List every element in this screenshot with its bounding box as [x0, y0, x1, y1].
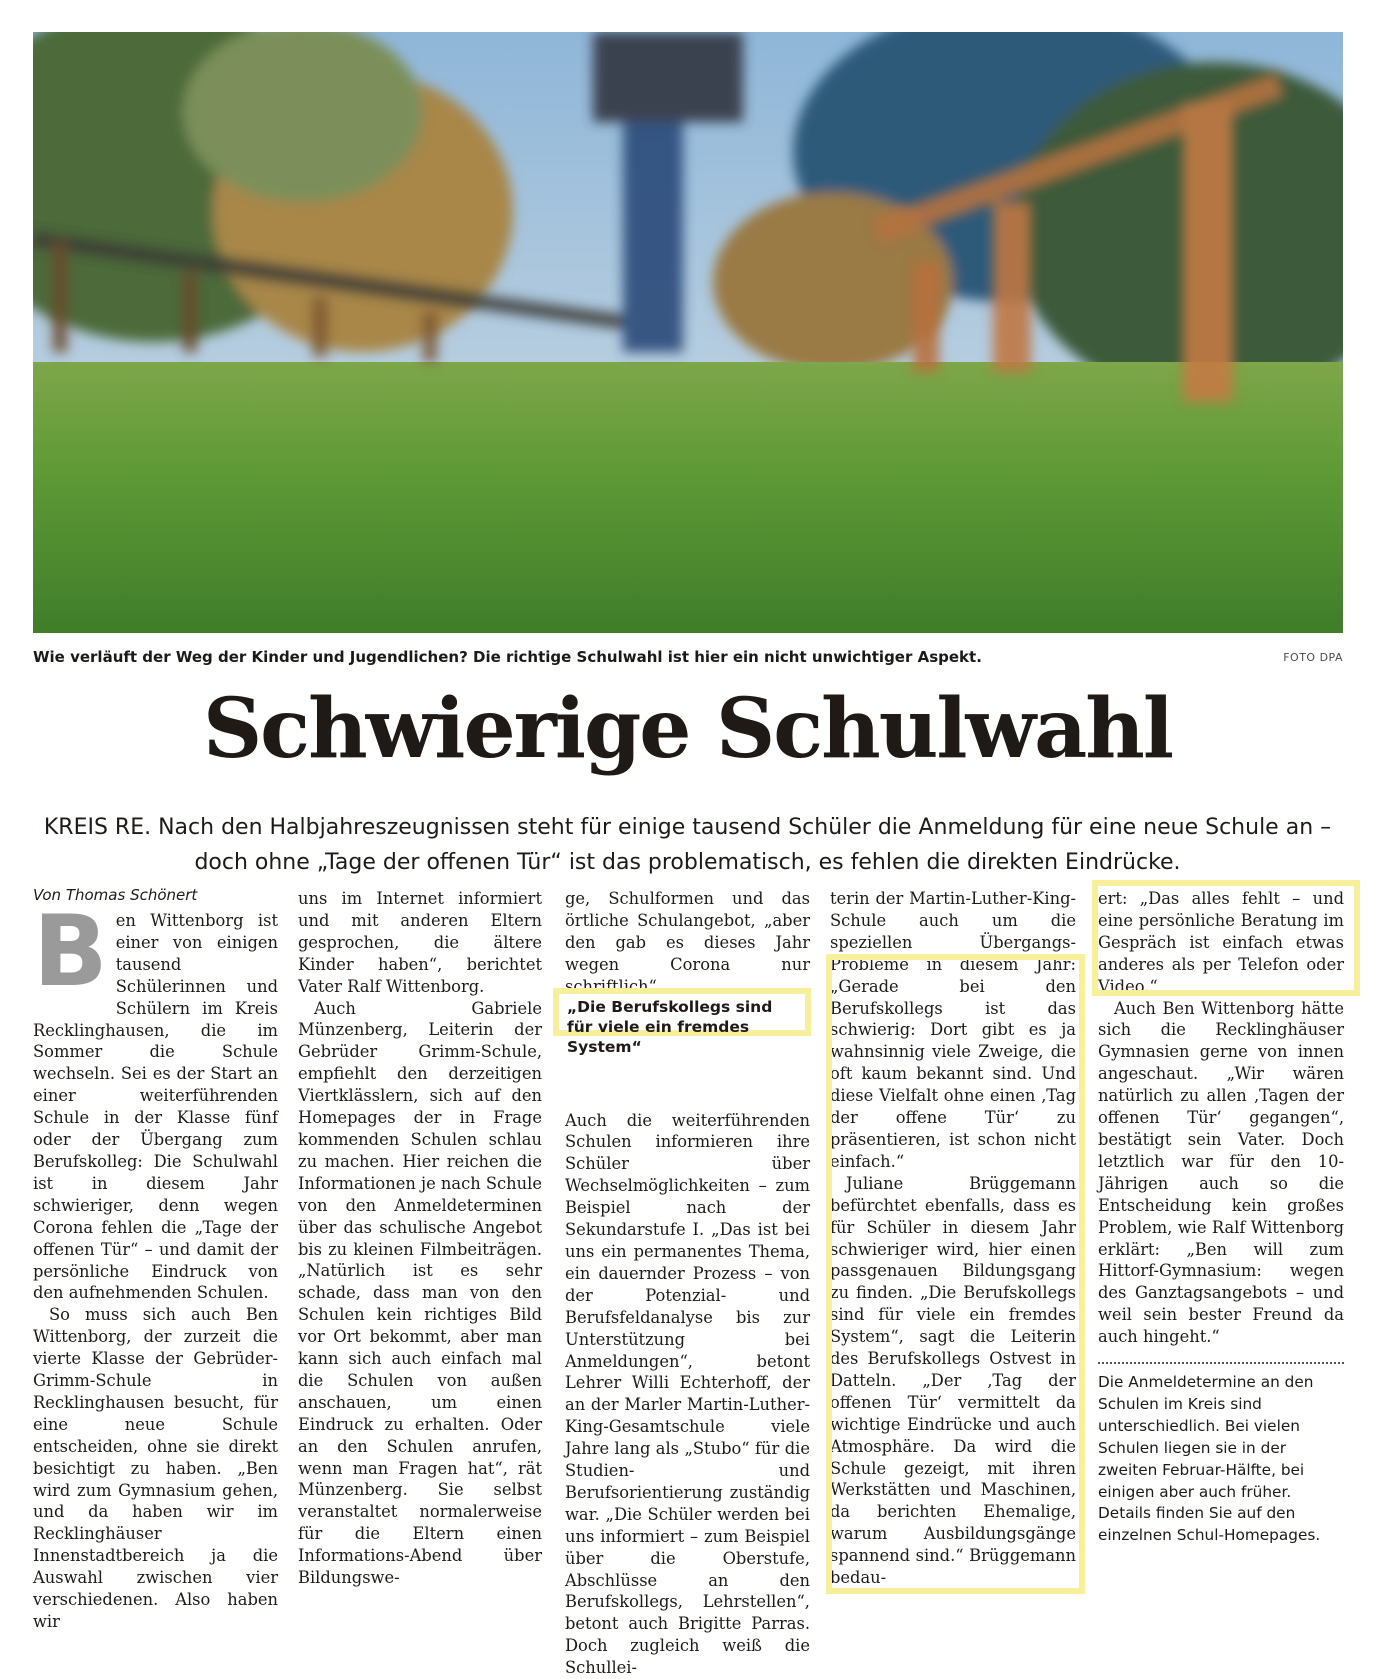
author-byline: Von Thomas Schönert [33, 886, 198, 904]
headline: Schwierige Schulwahl [202, 681, 1173, 777]
column-4-paragraph-1: terin der Martin-Luther-King-Schule auch um die speziellen Übergangs-Probleme in diesem Jahr: „Gerade bei den Berufskollegs ist das schwierig: Dort gibt es ja wahnsinnig viele Zweige, die oft kaum bekannt sind. Und diese Vielfalt ohne einen ‚Tag der offene Tür‘ zu präsentieren, ist schon nicht einfach.“ [830, 889, 1076, 1171]
info-box-text: Die Anmeldetermine an den Schulen im Kreis sind unterschiedlich. Bei vielen Schulen liegen sie in der zweiten Februar-Hälfte, bei einigen aber auch früher. Details finden Sie auf den einzelnen Schul-Homepages. [1098, 1373, 1321, 1545]
pull-quote: „Die Berufskollegs sind für viele ein fremdes System“ [553, 988, 811, 1036]
photo-caption: Wie verläuft der Weg der Kinder und Jugendlichen? Die richtige Schulwahl ist hier ein nicht unwichtiger Aspekt. [33, 648, 982, 666]
article-photo [33, 32, 1343, 633]
column-3-paragraph-1: ge, Schulformen und das örtliche Schulangebot, „aber den gab es dieses Jahr wegen Corona nur schriftlich“. [565, 889, 810, 996]
dotted-separator [1098, 1362, 1344, 1364]
lead-paragraph [40, 810, 1335, 880]
column-5-paragraph-2: Auch Ben Wittenborg hätte sich die Recklinghäuser Gymnasien gerne von innen angeschaut. „Wir wären natürlich zu allen ‚Tagen der offenen Tür‘ gegangen“, bestätigt sein Vater. Doch letztlich war für den 10-Jährigen auch so die Entscheidung kein großes Problem, wie Ralf Wittenborg erklärt: „Ben will zum Hittorf-Gymnasium: wegen des Ganztagsangebots – und weil sein bester Freund da auch hingeht.“ [1098, 998, 1344, 1347]
column-3-paragraph-2: Auch die weiterführenden Schulen informieren ihre Schüler über Wechselmöglichkeiten – zum Beispiel nach der Sekundarstufe I. „Das ist bei uns ein permanentes Thema, ein dauernder Prozess – von der Potenzial- und Berufsfeldanalyse bis zur Unterstützung bei Anmeldungen“, betont Lehrer Willi Echterhoff, der an der Marler Martin-Luther-King-Gesamtschule viele Jahre lang als „Stubo“ für die Studien- und Berufsorientierung zuständig war. „Die Schüler werden bei uns informiert – zum Beispiel über die Oberstufe, Abschlüsse an den Berufskollegs, Lehrstellen“, betont auch Brigitte Parras. Doch zugleich weiß die Schullei- [565, 1110, 810, 1678]
photo-credit: FOTO DPA [1283, 651, 1343, 664]
column-2 [298, 888, 542, 1589]
lead-text: Nach den Halbjahreszeugnissen steht für einige tausend Schüler die Anmeldung für eine neue Schule an – doch ohne „Tage der offenen Tür“ ist das problematisch, es fehlen die direkten Eindrücke. [151, 815, 1332, 875]
dropcap: B [33, 895, 108, 1009]
column-5 [1098, 888, 1344, 1547]
column-5-paragraph-1: ert: „Das alles fehlt – und eine persönliche Beratung im Gespräch ist einfach etwas anderes als per Telefon oder Video.“ [1098, 889, 1344, 996]
column-4 [830, 888, 1076, 1589]
photo-scene [33, 32, 1343, 633]
column-4-paragraph-2: Juliane Brüggemann befürchtet ebenfalls, dass es für Schüler in diesem Jahr schwieriger wird, hier einen passgenauen Bildungsgang zu finden. „Die Berufskollegs sind für viele ein fremdes System“, sagt die Leiterin des Berufskollegs Ostvest in Datteln. „Der ‚Tag der offenen Tür‘ vermittelt da wichtige Eindrücke und auch Atmosphäre. Da wird die Schule gezeigt, mit ihren Werkstätten und Maschinen, da berichten Ehemalige, warum Ausbildungsgänge spannend sind.“ Brüggemann bedau- [830, 1173, 1076, 1588]
column-2-paragraph-1: uns im Internet informiert und mit anderen Eltern gesprochen, die ältere Kinder haben“, berichtet Vater Ralf Wittenborg. [298, 889, 542, 996]
column-1-paragraph-2: So muss sich auch Ben Wittenborg, der zurzeit die vierte Klasse der Gebrüder-Grimm-Schule in Recklinghausen besucht, für eine neue Schule entscheiden, ohne sie direkt besichtigt zu haben. „Ben wird zum Gymnasium gehen, und da haben wir im Recklinghäuser Innenstadtbereich ja die Auswahl zwischen vier verschiedenen. Also haben wir [33, 1305, 278, 1631]
column-2-paragraph-2: Auch Gabriele Münzenberg, Leiterin der Gebrüder Grimm-Schule, empfiehlt den derzeitigen Viertklässlern, sich auf den Homepages der in Frage kommenden Schulen schlau zu machen. Hier reichen die Informationen je nach Schule von den Anmeldeterminen über das schulische Angebot bis zu kleinen Filmbeiträgen. „Natürlich ist es sehr schade, dass man von den Schulen kein richtiges Bild vor Ort bekommt, aber man kann sich auch einfach mal die Schulen von außen anschauen, um einen Eindruck zu erhalten. Oder an den Schulen anrufen, wenn man Fragen hat“, rät Münzenberg. Sie selbst veranstaltet normalerweise für die Eltern einen Informations-Abend über Bildungswe- [298, 998, 542, 1588]
column-1-paragraph-1: en Wittenborg ist einer von einigen tausend Schülerinnen und Schülern im Kreis Recklinghausen, die im Sommer die Schule wechseln. Sei es der Start an einer weiterführenden Schule in der Klasse fünf oder der Übergang zum Berufskolleg: Die Schulwahl ist in diesem Jahr schwieriger, denn wegen Corona fehlen die „Tage der offenen Tür“ – und damit der persönliche Eindruck von den aufnehmenden Schulen. [33, 911, 278, 1303]
dateline: KREIS RE. [43, 815, 152, 840]
